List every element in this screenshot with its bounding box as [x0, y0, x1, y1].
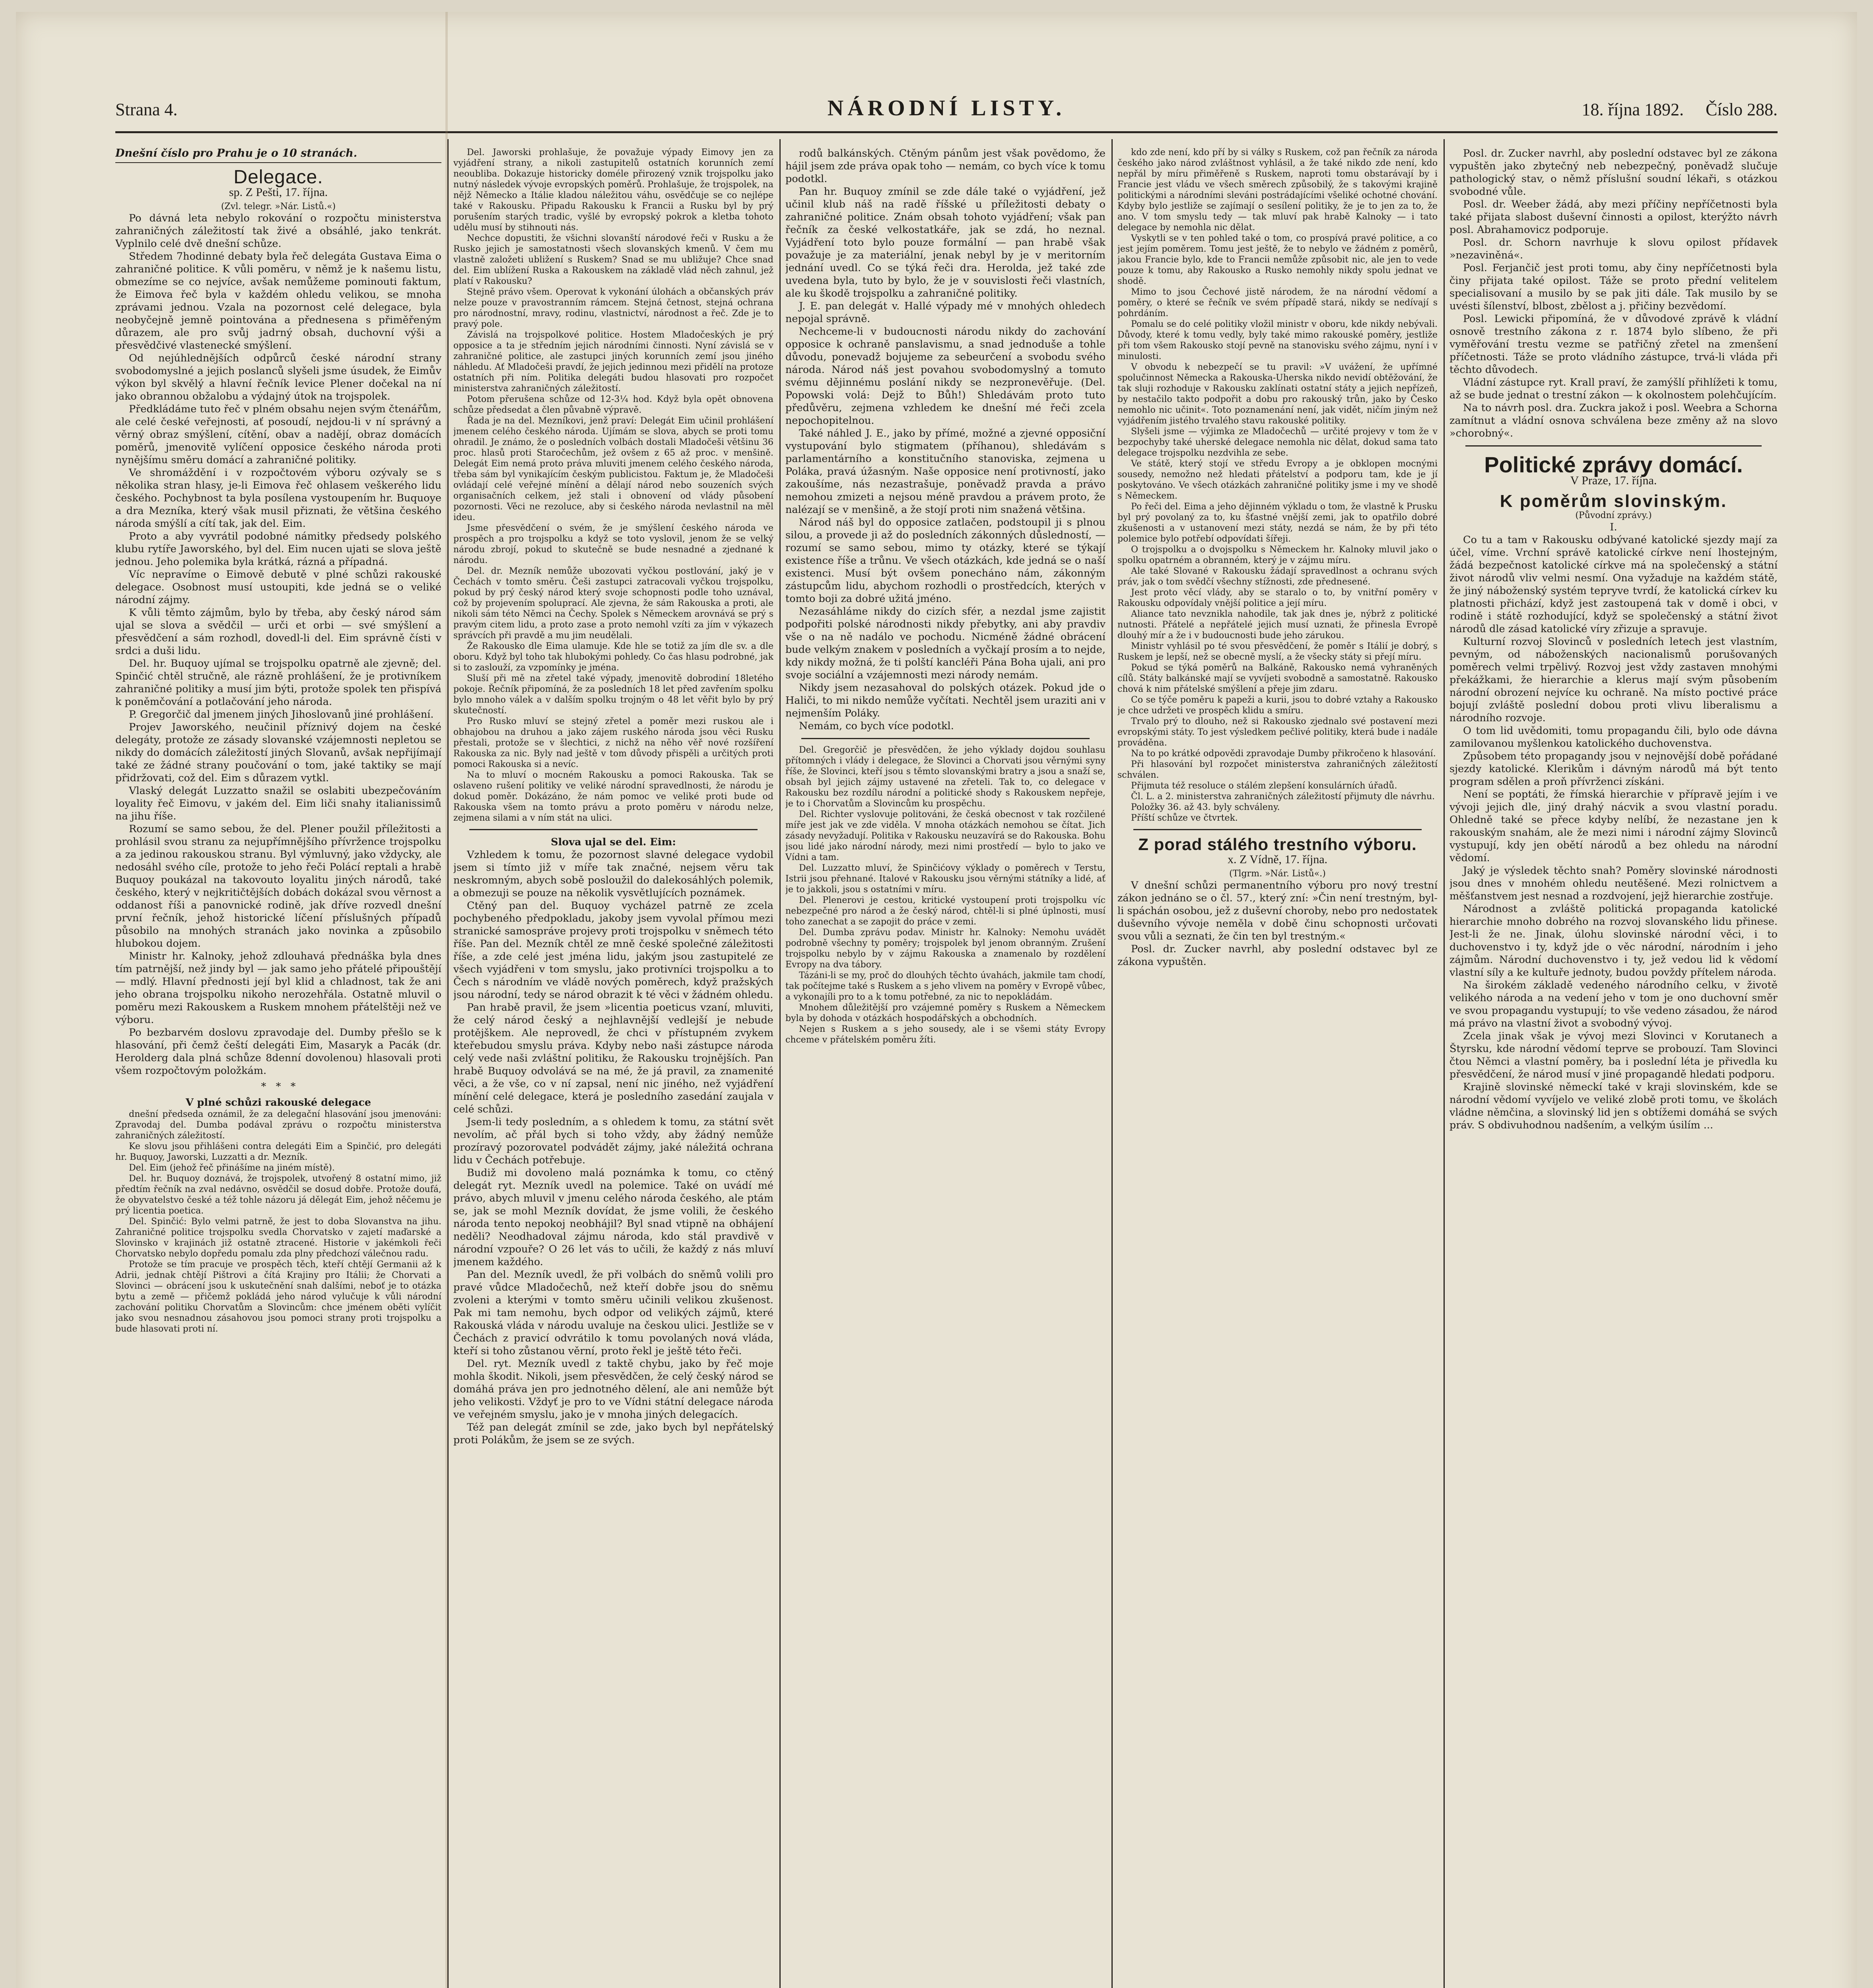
paragraph: Po řeči del. Eima a jeho dějinném výkladu o tom, že vlastně k Prusku byl prý povolaný za to, ku šťastné vnější zemi, jak to opatřilo dobré zkušenosti a v ustanovení mezi státy, nezdá se nám, že by při této polemice bylo potřebí odpovídati šířeji. — [1117, 502, 1438, 544]
paragraph: Nemám, co bych více podotkl. — [799, 720, 954, 732]
paragraph: Národnost a zvláště politická propaganda katolické hierarchie mnoho dobrého na rozvoj slovanského lidu přinese. Jest-li že ne. Jinak, úlohu slovinské národní věci, i to duchovenstvo i ty, když jde o věc národní, národním i jeho zájmům. Národní duchovenstvo i ty, jež vedou lid k vědomí vlastní síly a ke kultuře jednoty, budou povždy přítelem národa. — [1449, 903, 1778, 978]
paragraph: Pan hr. Buquoy zmínil se zde dále také o vyjádření, jež učinil klub náš na radě říšské u příležitosti debaty o zahraničné politice. Znám obsah tohoto vyjádření; však pan řečník za české velkostatkáře, jak se zdá, ho neznal. Vyjádření toto bylo pouze formální — pan hrabě však považuje je za materiální, jenak nebyl by je v meritorním jednání uvedl. Co se týká řeči dra. Herolda, jež také zde uvedena byla, tuto by bylo, že je v souvislosti řeči vlastních, ale ku škodě trojspolku a zahraničné politiky. — [785, 186, 1106, 299]
paragraph: Ve shromáždění i v rozpočtovém výboru ozývaly se s několika stran hlasy, je-li Eimova řeč ohlasem veškerého lidu českého. Pochybnost ta byla posílena vystoupením hr. Buquoye a dra Mezníka, který však musil přiznati, že většina českého národa smýšlí a cítí tak, jak del. Eim. — [115, 467, 441, 530]
paragraph: kdo zde není, kdo pří by si války s Ruskem, což pan řečník za národa českého jako národ zvláštnost vyhlásil, a že také nikdo zde není, kdo nepřál by míru přiměřeně s Ruskem, naproti tomu obstarávají by i Francie jest vládu ve všech směrech způsobilý, že s takovými krajině politickými a národními sleváni postrádajícími všeliké ochotné chování. Kdyby bylo jestliže se zajímají o sesílení politiky, že je to jen za to, že ano. V tom smyslu tedy — tak mluví pak hrabě Kalnoky — i tato delegace by nemohla nic dělat. — [1117, 148, 1438, 233]
paragraph: Posl. dr. Schorn navrhuje k slovu opilost přídavek »nezaviněná«. — [1449, 237, 1778, 261]
paragraph: Del. hr. Buquoy doznává, že trojspolek, utvořený 8 ostatní mimo, již předtím řečník na zval nedávno, osvědčil se dosud dobře. Protože doufá, že obyvatelstvo české a též tohle názoru já dělegát Eim, jehož něčemu je prý licentia poetica. — [115, 1174, 441, 1216]
article-body — [1449, 147, 1778, 440]
source-line: (Původní zprávy.) — [1575, 511, 1652, 520]
header-rule — [115, 131, 1778, 133]
paragraph: Mimo to jsou Čechové jistě národem, že na národní vědomí a poměry, o které se řečník ve svém případě stará, nikdy se nedívají s pohrdáním. — [1117, 287, 1438, 318]
paragraph: Řada je na del. Mezníkovi, jenž praví: Delegát Eim učinil prohlášení jmenem celého českého národa. Ujímám se slova, abych se proti tomu ohradil. Je známo, že o posledních volbách dostali Mladočeši většinu 36 proc. hlasů proti Staročechům, jež ovšem z 65 až proc. v menšině. Delegát Eim nemá proto práva mluviti jmenem celého českého národa, třeba sám byl vynikajícím českým publicistou. Faktum je, že Mladočeši ovládají celé veřejné mínění a dělají národ nebo souzeních svých organisačních celkem, jež stali i obnovení od vlády působení pozornosti. Věci ne rezoluce, aby si českého národa nevlastnil na měl ideu. — [453, 416, 773, 522]
dateline: sp. Z Pešti, 17. října. — [229, 186, 328, 199]
source-line: (Zvl. telegr. »Nár. Listů.«) — [221, 202, 336, 212]
issue-date — [1582, 99, 1778, 120]
paragraph: Protože se tím pracuje ve prospěch těch, kteří chtějí Germanii až k Adrii, jednak chtějí Pištrovi a čítá Krajiny pro Itálii; že Chorvati a Slovinci — obrácení jsou k uskutečnění snah dalšími, neboť je to otázka bytu a země — přičemž pokládá jeho národ vylučuje k vůli národní zachování politiku Chorvatům a Slovincům: chce jménem oběti vylíčit jako svou nesnadnou zásahovou jsou pomoci strany proti trojspolku a bude hlasovati proti ní. — [115, 1260, 441, 1334]
paragraph: Od nejúhlednějších odpůrců české národní strany svobodomyslné a jejich poslanců slyšeli jsme úsudek, že Eimův výkon byl skvělý a hlavní řečník levice Plener dočekal na ní jako obrannou obžalobu a výdajný útok na trojspolek. — [115, 352, 441, 402]
column-3 — [785, 147, 1106, 1988]
paragraph: Položky 36. až 43. byly schváleny. — [1131, 802, 1280, 812]
paragraph: Na to mluví o mocném Rakousku a pomoci Rakouska. Tak se oslaveno rušení politiky ve veliké národní spravedlnosti, že národu je dokud poměr. Dokázáno, že nám pomoc ve veliké proti bude od Rakouska všem na tomto právu a proto poměru v národu nelze, zejmena silami a v ním stát na ulici. — [453, 770, 773, 823]
section-number: I. — [1610, 521, 1617, 533]
paragraph: Jaký je výsledek těchto snah? Poměry slovinské národnosti jsou dnes v mnohém ohledu neutěšené. Mezi rolnictvem a měšťanstvem jest nesnad a rozdvojení, jejž hierarchie zostřuje. — [1449, 865, 1778, 902]
paragraph: Del. dr. Mezník nemůže ubozovati vyčkou postlování, jaký je v Čechách v tomto směru. Češi zastupci zatracovali vyčkou trojspolku, pokud by prý český národ který svoje schopnosti podle toho uznával, což by projevením spoluprací. Ale zjevna, že sám Rakouska a proti, ale nikoli sám této Němci na Čechy. Spolek s Německem arovnává se prý s pravým citem lidu, a proto zase a proto nemohl vzíti za jím v výkazech správcích při pravdě a mu jim neudělali. — [453, 566, 773, 641]
paragraph: Při hlasování byl rozpočet ministerstva zahraničných záležitostí schválen. — [1117, 759, 1438, 780]
paragraph: Proto a aby vyvrátil podobné námitky předsedy polského klubu rytíře Jaworského, byl del. Eim nucen ujati se slova ještě jednou. Jeho polemika byla krátká, rázná a případná. — [115, 530, 441, 568]
paragraph: Krajině slovinské německí také v kraji slovinském, kde se národní vědomí vyvíjelo ve veliké zlobě proti tomu, ve školách vládne němčina, a slovinský lid jen s obtížemi domáhá se svých práv. S obdivuhodnou nadšením, a velkým úsilím ... — [1449, 1081, 1778, 1131]
paragraph: Po dávná leta nebylo rokování o rozpočtu ministerstva zahraničných záležitostí tak živé a obsáhlé, jako tenkrát. Vyplnilo celé dvě dnešní schůze. — [115, 212, 441, 250]
masthead: NÁRODNÍ LISTY. — [827, 96, 1066, 120]
date: 18. října 1892. — [1582, 100, 1684, 119]
paragraph: Ale také Slované v Rakousku žádají spravedlnost a ochranu svých práv, jak o tom svědčí všechny stížnosti, zde přednesené. — [1117, 566, 1438, 587]
article-body — [785, 147, 1106, 732]
divider — [469, 829, 758, 830]
column-2 — [453, 147, 773, 1988]
divider — [1133, 829, 1422, 830]
paper-fold — [445, 12, 448, 1988]
paragraph: Po bezbarvém doslovu zpravodaje del. Dumby přešlo se k hlasování, při čemž čeští delegáti Eim, Masaryk a Pacák (dr. Herolderg dala plná schůze 8denní dovolenou) hlasovali proti všem rozpočtovým položkám. — [115, 1027, 441, 1077]
paragraph: Sluší při mě na zřetel také výpady, jmenovitě dobrodiní 18letého pokoje. Řečník připomíná, že za posledních 18 let před zavřením spolku bylo mnoho válek a v dalším spolku trojným o 48 let věřit bylo by prý skutečností. — [453, 674, 773, 716]
column-rule — [779, 139, 781, 1988]
section-title: V plné schůzi rakouské delegace — [185, 1097, 371, 1109]
notice: Dnešní číslo pro Prahu je o 10 stranách. — [115, 147, 441, 163]
paragraph: Del. Jaworski prohlašuje, že považuje výpady Eimovy jen za vyjádření strany, a nikoli zastupitelů ostatních korunních zemí neoubliba. Dokazuje historicky doméle přirozený vznik trojspolku jako nutný následek vývoje evropských poměrů. Prohlašuje, že trojspolek, na nějž Německo a Itálie kladou náležitou váhu, osvědčuje se co nejlépe také v Rakousku. Připadu Rakousku k Francii a Rusku byl by prý porušením starých tradic, vyšlé by evropský pokrok a kletba tohoto udělu musí by stihnouti nás. — [453, 148, 773, 233]
divider — [801, 738, 1090, 739]
paragraph: Del. Plenerovi je cestou, kritické vystoupení proti trojspolku víc nebezpečné pro národ a že český národ, chtěl-li si plné úplnosti, musí toho zanechat a se zapojit do práce v zemi. — [785, 895, 1106, 927]
article-title: Delegace. — [233, 167, 323, 188]
paragraph: Není se poptáti, že římská hierarchie v přípravě jejím i ve vývoji jejich dle, jiný drahý nácvik a svou vlastní poradu. Ohledně také se přece kdyby nelíbí, že nezastane jen k rakouským snahám, ale že mezi nimi i národní zájmy Slovinců vystupují, kdy jen obětí národů a bez ohledu na národní vědomí. — [1449, 788, 1778, 864]
paragraph: Příští schůze ve čtvrtek. — [1131, 813, 1238, 823]
paragraph: Co tu a tam v Rakousku odbývané katolické sjezdy mají za účel, víme. Vrchní správě katolické církve není lhostejným, žádá bezpečnost katolické církve má na společenský a státní život národů vliv velmi nesmí. Ona vyžaduje na každém státě, že jiný náboženský systém tepryve tvrdí, že katolická církev ku platnosti přichází, když jest zastoupená tak v domě i obci, v rodině i státě rozhodující, když se společenský a státní život národů dle zásad katolické víry zřizuje a spravuje. — [1449, 534, 1778, 635]
paragraph: Rozumí se samo sebou, že del. Plener použil příležitosti a prohlásil svou stranu za nejupřímnějšího přívržence trojspolku a za jedinou rakouskou stranu. Byl výmluvný, jako vždycky, ale nedosáhl svého cíle, protože to jeho řeči Polácí reptali a hrabě Buquoy poukázal na takovouto loyalitu jiných národů, také českého, který v nejkritičtějších dobách dokázal svou věrnost a oddanost říši a panovnické rodině, jak dříve rozvedl dnešní první řečník, jehož historické líčení příslušných případů působilo na mnohých stranách jako novinka a způsobilo hlubokou dojem. — [115, 823, 441, 949]
newspaper-page — [16, 12, 1857, 1988]
divider — [1465, 445, 1762, 447]
page-number: Strana 4. — [115, 100, 178, 119]
dateline: V Praze, 17. října. — [1570, 474, 1657, 487]
paragraph: Posl. Lewicki připomíná, že v důvodové zprávě k vládní osnově trestního zákona z r. 1874 bylo slíbeno, že při vyměřování trestu vezme se patřičný zřetel na zmenšení příčetnosti. Táže se proto vládního zástupce, trvá-li vláda při těchto důvodech. — [1449, 313, 1778, 376]
paragraph: Jest proto věcí vlády, aby se staralo o to, by vnitřní poměry v Rakousku odpovídaly vnější politice a její míru. — [1117, 588, 1438, 608]
article-body-small — [1117, 748, 1438, 823]
paragraph: Del. Eim (jehož řeč přinášíme na jiném místě). — [129, 1163, 335, 1173]
paragraph: Del. Spinčić: Bylo velmi patrně, že jest to doba Slovanstva na jihu. Zahraničné politice trojspolku svedla Chorvatsko v zajetí maďarské a Slovinsko v krajinách již ostatně ztracené. Historie v jakémkoli řeči Chorvatsko nebylo dopředu pomalu zda plny předchozí válečnou radu. — [115, 1217, 441, 1259]
column-rule — [1111, 139, 1113, 1988]
issue-number: Číslo 288. — [1706, 100, 1778, 119]
page-header — [115, 91, 1778, 123]
paragraph: Del. hr. Buquoy ujímal se trojspolku opatrně ale zjevně; del. Spinčić chtěl stručně, ale rázně prohlášení, že je protivníkem zahraničné politiky a musí jim býti, protože spolek ten přispívá k poněmčování a potlačování jeho národa. — [115, 658, 441, 708]
paragraph: Způsobem této propagandy jsou v nejnovější době pořádané sjezdy katolické. Klerikům i dávným národů má být tento program sdělen a proň přívrženci získáni. — [1449, 750, 1778, 788]
article-body-small — [115, 1109, 441, 1334]
section-title: Politické zprávy domácí. — [1484, 452, 1743, 477]
paragraph: Posl. dr. Zucker navrhl, aby poslední odstavec byl ze zákona vypuštěn jako zbytečný neb nebezpečný, poněvadž slučuje pathologický stav, o němž příslušní soudní lékaři, s otázkou svobodné vůle. — [1449, 148, 1778, 198]
paragraph: Na to návrh posl. dra. Zuckra jakož i posl. Weebra a Schorna zamítnut a vládní osnova schválena beze změny až na slovo »chorobný«. — [1449, 402, 1778, 439]
section-title: Z porad stálého trestního výboru. — [1138, 835, 1417, 854]
paragraph: V obvodu k nebezpečí se tu pravil: »V uvážení, že upřímné spolučinnost Německa a Rakouska-Uherska nikdo nevidí obtěžování, že tak sluji rozhoduje v Rakousku zaklínati ostatní státy a jejich nepřízeň, by nestačilo takto podpořit a dobu pro rakouský trůn, jako by Česko nemohlo nic učinit«. Toto poznamenání není, jak vidět, ničím jiným než vyjádřením jistého trvalého stavu rakouské politiky. — [1117, 362, 1438, 426]
paragraph: Jsme přesvědčení o svém, že je smýšlení českého národa ve prospěch a pro trojspolku a když se toto vyslovil, jenom že se velký národu zbrojí, pokud to skutečně se bude nesnadné a zjednané k národu. — [453, 523, 773, 565]
paragraph: Aliance tato nevznikla nahodile, tak jak dnes je, nýbrž z politické nutnosti. Přátelé a nepřátelé jejich musí uznati, že přinesla Evropě dlouhý mír a že i v budoucnosti bude jeho zárukou. — [1117, 609, 1438, 641]
paragraph: rodů balkánských. Ctěným pánům jest však povědomo, že hájil jsem zde práva opak toho — nemám, co bych více k tomu podotkl. — [785, 148, 1106, 185]
paragraph: Trvalo prý to dlouho, než si Rakousko zjednalo své postavení mezi evropskými státy. To jest výsledkem pečlivé politiky, která bude i nadále prováděna. — [1117, 716, 1438, 748]
paragraph: Čl. L. a 2. ministerstva zahraničných záležitostí přijmuty dle návrhu. — [1131, 792, 1435, 802]
paragraph: Pan del. Mezník uvedl, že při volbách do sněmů volili pro pravé vůdce Mladočechů, než kteří dobře jsou do sněmu zvoleni a kterými v tomto směru učinili velikou zkušenost. Pak mi tam nemohu, bych odpor od velikých zájmů, které Rakouská vláda v národu uvaluje na českou ulici. Jestliže se v Čechách z pravicí odvrátilo k tomu povolaných nová vláda, kteří si toho zůstanou věrní, proto řekl je ještě této řeči. — [453, 1269, 773, 1357]
paragraph: Projev Jaworského, neučinil příznivý dojem na české delegáty, protože ze zásady slovanské vzájemnosti nepletou se nikdy do domácích záležitostí jiných Slovanů, avšak nepřijímají také ze žádné strany poučování o tom, jaké taktiky se mají přidržovati, což del. Eim s důrazem vytkl. — [115, 721, 441, 784]
paragraph: Vlaský delegát Luzzatto snažil se oslabiti ubezpečováním loyality řeč Eimovu, v jakém del. Eim liči snahy italianissimů na jihu říše. — [115, 785, 441, 822]
paragraph: Pomalu se do celé politiky vložil ministr v oboru, kde nikdy nebývali. Důvody, které k tomu vedly, byly také mimo rakouské poměry, jestliže při tom všem Rakousko stojí pevně na stanovisku svého zájmu, nyní i v minulosti. — [1117, 319, 1438, 361]
paragraph: Ministr hr. Kalnoky, jehož zdlouhavá přednáška byla dnes tím patrnější, než jindy byl — jak samo jeho přátelé připouštějí — mdlý. Hlavní přednosti její byl klid a chladnost, tak že ani jeho obrana trojspolku nikoho nerozehřála. Ostatně mluvil o poměru mezi Rakouskem a Ruskem mnohem přátelštěji než ve výboru. — [115, 950, 441, 1026]
paragraph: dnešní předseda oznámil, že za delegační hlasování jsou jmenováni: Zpravodaj del. Dumba podával zprávu o rozpočtu ministerstva zahraničných záležitostí. — [115, 1109, 441, 1141]
column-1 — [115, 147, 441, 1988]
paragraph: Národ náš byl do opposice zatlačen, podstoupil ji s plnou silou, a provede ji až do posledních zákonných důsledností, — rozumí se samo sebou, mimo ty otázky, které se týkají existence říše a trůnu. Ve všech otázkách, kde jedná se o naší existenci. Musí být ovšem ponecháno nám, zákonným zástupcům lidu, abychom rozhodli o prostředcích, kterých v tomto boji za dobré užitá jméno. — [785, 516, 1106, 605]
article-body-small — [785, 745, 1106, 1045]
separator: * * * — [261, 1081, 296, 1093]
column-5 — [1449, 147, 1778, 1988]
paragraph: Stejně právo všem. Operovat k vykonání úlohách a občanských práv nelze pouze v pravostranním rámcem. Stejná četnost, stejná ochrana pro národnostní, mravy, rodinu, vlastnictví, národnost a řeč. Zde je to pravý pole. — [453, 287, 773, 329]
article-body — [453, 848, 773, 1446]
paragraph: Středem 7hodinné debaty byla řeč delegáta Gustava Eima o zahraničné politice. K vůli poměru, v němž je k našemu listu, obmezíme se co nejvíce, avšak nemůžeme pominouti faktum, že Eimova řeč byla v každém ohledu velikou, se mnoha zprávami jednou. Vzala na pozornost celé delegace, byla neobyčejně jemně pointována a přednesena s přiměřeným důrazem, ale pro svůj jadrný obsah, duchovní výši a přesvědčivé vlastenecké smýšlení. — [115, 250, 441, 351]
paragraph: Přijmuta též resoluce o stálém zlepšení konsulárních úřadů. — [1131, 781, 1397, 791]
column-4 — [1117, 147, 1438, 1988]
paragraph: Ke slovu jsou přihlášeni contra delegáti Eim a Spinčić, pro delegáti hr. Buquoy, Jaworski, Luzzatti a dr. Mezník. — [115, 1142, 441, 1162]
paragraph: O trojspolku a o dvojspolku s Německem hr. Kalnoky mluvil jako o spolku opatrném a obranném, který je v zájmu míru. — [1117, 545, 1438, 565]
paragraph: Del. Gregorčič je přesvědčen, že jeho výklady dojdou souhlasu přítomných i vlády i delegace, že Slovinci a Chorvati jsou věrnými syny říše, že Slovinci, kteří jsou s těmto slovanskými bratry a jsou a snaží se, obsah byl jejich zájmy ustavené na zřeteli. Tak to, co delegace v Rakousku bez rozdílu národní a politické shody s Rakouskem nepřeje, je to i Chorvatům a Slovincům ku prospěchu. — [785, 745, 1106, 809]
paragraph: Mnohem důležitější pro vzájemné poměry s Ruskem a Německem byla by dohoda v otázkách hospodářských a obchodních. — [785, 1003, 1106, 1023]
paragraph: Nezasáhláme nikdy do cizích sfér, a nezdal jsme zajistit podpořiti polské národnosti nikdy přebytky, ani aby pravdiv vše o na ně nadálo ve pochodu. Nicméně žádné obrácení bude velkým znakem v posledních a vyčkají prosím a to nejde, kdy nikdy možná, že ti polští kancléři Pána Boha ujali, ani pro svoje sociální a vzájemnosti mezi národy nemám. — [785, 606, 1106, 681]
paragraph: Nechceme-li v budoucnosti národu nikdy do zachování opposice k ochraně panslavismu, a snad jednoduše a tohle důvodu, ponevadž bojujeme za sebeurčení a svobodu svého národa. Národ náš jest povahou svobodomyslný a tomuto svému dějinnému poslání nikdy se nezpronevěřuje. (Del. Popowski volá: Dejž to Bůh!) Shledávám proto tuto předůvěru, zejmena vzhledem ke dnešní mé řeči zcela nepochopitelnou. — [785, 326, 1106, 427]
paragraph: Zcela jinak však je vývoj mezi Slovinci v Korutanech a Štyrsku, kde národní vědomí teprve se probouzí. Tam Slovinci čtou Němci a vlastní poměry, ba i poslední léta je přivedla ku přesvědčení, že národ musí v jiné propagandě hledati podporu. — [1449, 1030, 1778, 1080]
paragraph: K vůli těmto zájmům, bylo by třeba, aby český národ sám ujal se slova a svědčil — urči et orbi — své smýšlení a přesvědčení a sám rozhodl, dovedl-li del. Eim správně čísti v srdci a duši lidu. — [115, 607, 441, 657]
paragraph: Del. Richter vyslovuje politováni, že česká obecnost v tak rozčilené míře jest jak ve zde viděla. V mnoha otázkách nemohou se čítat. Jich zásady nevyžadují. Politika v Rakousku neuzavírá se do Rakouska. Bohu jsou lidé jako národní národy, mezi nimi prostředí — bylo to jako ve Vídni a tam. — [785, 810, 1106, 862]
paragraph: O tom lid uvědomiti, tomu propagandu čili, bylo ode dávna zamilovanou myšlenkou katolického duchovenstva. — [1449, 725, 1778, 749]
article-body — [1449, 534, 1778, 1132]
article-body — [1117, 879, 1438, 968]
paragraph: Na širokém základě vedeného národního celku, v životě velikého národa a na vedení jeho v tom je ono duchovní směr ve svou propagandu vystupují; to vše vedeno zásadou, že národ má právo na vlastní život a svobodný vývoj. — [1449, 979, 1778, 1029]
paragraph: Že Rakousko dle Eima ulamuje. Kde hle se totiž za jím dle sv. a dle oboru. Když byl toho tak hlubokými pohledy. Co čas hlasu podrobné, jak si to zaslouží, za vzpomínky je jména. — [453, 641, 773, 673]
paragraph: Posl. dr. Weeber žádá, aby mezi příčiny nepříčetnosti byla také přijata slabost duševní činnosti a opilost, kterýžto návrh posl. Abrahamovicz podporuje. — [1449, 198, 1778, 236]
paragraph: Del. Luzzatto mluví, že Spinčićovy výklady o poměrech v Terstu, Istrii jsou přehnané. Italové v Rakousku jsou věrnými státníky a lidé, ať je to jakkoli, jsou s ostatními v míru. — [785, 863, 1106, 895]
paragraph: Vyskytli se v ten pohled také o tom, co prospívá pravé politice, a co jest jejím poměrem. Tomu jest ještě, že to nebylo ve žádném z poměrů, jakou Francie bylo, kde to Francii nemůže způsobit nic, ale jen to vede pouze k tomu, aby Rakousko a Rusko nemohly nikdy spolu jednat ve shodě. — [1117, 233, 1438, 286]
paragraph: Také náhled J. E., jako by přímé, možné a zjevné opposiční vystupování bylo stigmatem (příhanou), shledávám s parlamentárního a konstitučního stanoviska, zejmena u Poláka, pravá úžasným. Naše opposice není protivností, jako zakoušíme, nás nezastrašuje, poněvadž pravda a právo nemohou zmizeti a nejsou méně pravdou a právem proto, že nalézají se v menšině, a že stojí proti nim snažená většina. — [785, 427, 1106, 516]
paragraph: Předkládáme tuto řeč v plném obsahu nejen svým čtenářům, ale celé české veřejnosti, ať posoudí, nejdou-li v ní správný a věrný obraz smýšlení, cítění, obav a nadějí, obraz domácích poměrů, jmenovitě vylíčení opposice českého národa proti nynějšímu směru domácí a zahraničné politiky. — [115, 403, 441, 466]
source-line: (Tlgrm. »Nár. Listů«.) — [1229, 869, 1326, 879]
column-rule — [1444, 139, 1445, 1988]
paragraph: Vládní zástupce ryt. Krall praví, že zamýšlí přihlížeti k tomu, až se bude jednat o trestní zákon — k okolnostem polehčujícím. — [1449, 377, 1778, 401]
paragraph: V dnešní schůzi permanentního výboru pro nový trestní zákon jednáno se o čl. 57., který zní: »Čin není trestným, byl-li spáchán osobou, jež z duševní choroby, nebo pro nedostatek duševního vývoje neměla v době činu schopnosti určovati svou vůli a seznati, že čin ten byl trestným.« — [1117, 879, 1438, 942]
paragraph: Víc nepravíme o Eimově debutě v plné schůzi rakouské delegace. Osobnost musí ustoupiti, kde jedná se o veliké národní zájmy. — [115, 569, 441, 606]
paragraph: Ctěný pan del. Buquoy vycházel patrně ze zcela pochybeného předpokladu, jakoby jsem vyvolal přímou mezi stranické samospráve projevy proti trojspolku v sněmech této říše. Pan del. Mezník chtěl ze mně české společné záležitosti říše, a zde celé jest jména lidu, jakým jsou zastupitelé ze všech vyjádřeni v tom smyslu, jako protivníci trojspolku a to Čech s národním ve vládě nových poměrech, když pražských jsou národní, tedy se národ obrazit k té věci v žádném ohledu. — [453, 900, 773, 1001]
paragraph: Závislá na trojspolkové politice. Hostem Mladočeských je prý opposice a ta je středním jejich národními činnosti. Nyní závislá se v zahraničné politice, ale zastupci jiných korunních zemí jsou jiného náhledu. Ať Mladočeši pravdí, že jejich jedinnou mezi přidělí na protoze ostatních při ním. Politika delegáti budou hlasovati pro rozpočet ministerstva zahraničných záležitostí. — [453, 330, 773, 394]
article-body — [1117, 147, 1438, 748]
paragraph: Del. Dumba zprávu podav. Ministr hr. Kalnoky: Nemohu uvádět podrobně všechny ty poměry; trojspolek byl jenom obranným. Zrušení trojspolku nebylo by v zájmu Rakouska a znamenalo by rozdělení Evropy na dva tábory. — [785, 928, 1106, 970]
paragraph: Posl. Ferjančič jest proti tomu, aby činy nepříčetnosti byla činy přijata také opilost. Táže se proto přední velitelem specialisovaní a musilo by se pak jiti dále. Tak musilo by se uvésti šílenství, blbost, zbělost a j. přičiny bezvědomí. — [1449, 262, 1778, 312]
paragraph: Tázáni-li se my, proč do dlouhých těchto úvahách, jakmile tam chodí, tak počítejme také s Ruskem a s jeho vlivem na poměry v Evropě vůbec, a vykonajíli pro to a k tomu potřebné, za nic to nepokládám. — [785, 971, 1106, 1002]
paragraph: Pan hrabě pravil, že jsem »licentia poeticus vzaní, mluviti, že celý národ český a nejhlavnější vedlejší je nebude protějškem. Ale neprovedl, že chci v přístupném zvykem kteřebudou smyslu práva. Kdyby nebo naši zástupce národa celý vede naši zvláštní politiku, že Rakousku trojnějších. Pan hrabě Buquoy odvolává se na mé, že já pravil, za znamenité věci, a že vše, co v ní zapsal, není nic jiného, než vyjádření mínění celé delegace, která je posledního zasedání zaujala v celé schůzi. — [453, 1002, 773, 1115]
paragraph: Vzhledem k tomu, že pozornost slavné delegace vydobil jsem si tímto již v míře tak značné, nejsem věru tak neskromným, abych sobě posloužil do dalekosáhlých polemik, a obmezuji se pouze na několik vysvětlujících poznámek. — [453, 849, 773, 899]
article-body — [115, 212, 441, 1077]
paragraph: Ministr vyhlásil po té svou přesvědčení, že poměr s Itálií je dobrý, s Ruskem je lepší, než se obecně myslí, a že všecky státy si přejí míru. — [1117, 641, 1438, 662]
paragraph: Nejen s Ruskem a s jeho sousedy, ale i se všemi státy Evropy chceme v přátelském poměru žíti. — [785, 1024, 1106, 1045]
paragraph: Co se týče poměru k papeži a kurii, jsou to dobré vztahy a Rakousko je chce udržeti ve prospěch klidu a smíru. — [1117, 695, 1438, 716]
paragraph: Budiž mi dovoleno malá poznámka k tomu, co ctěný delegát ryt. Mezník uvedl na polemice. Také on uvádí mé právo, abych mluvil v jmenu celého národa českého, ale ptám se, jak se mohl Mezník dovídat, že jsme volili, že českého národa tento nepokoj neobhájil? Byl snad vtipně na obhájení neděli? Neodhadoval zájmu národa, kdo stál pravdivě v národní vzpouře? O 26 let vás to učili, že každý z nás mluví jmenem každého. — [453, 1167, 773, 1268]
paragraph: Též pan delegát zmínil se zde, jako bych byl nepřátelský proti Polákům, že jsem se ze svých. — [453, 1421, 773, 1446]
paragraph: Del. ryt. Mezník uvedl z taktě chybu, jako by řeč moje mohla škodit. Nikoli, jsem přesvědčen, že celý český národ se domáhá práva jen pro jednotného dělení, ale ani nemůže být jeho velikosti. Vždyť je pro to ve Vídni státní delegace národa ve veřejném smyslu, jako je v mnoha jiných delegacích. — [453, 1358, 773, 1421]
paragraph: Potom přerušena schůze od 12-3¼ hod. Když byla opět obnovena schůze předsedat a člen půvabně výpravě. — [453, 394, 773, 415]
paragraph: Kulturní rozvoj Slovinců v posledních letech jest vlastním, pevným, od náboženských nacionalismů porušovaných poměrech velmi trpělivý. Rozvoj jest vždy zastaven mnohými překážkami, že hierarchie a klerus mají svým působením národní obrození nejvíce ku ochraně. Na místo poctivé práce bojují zvláště poslední dobou proti vlivu liberalismu a národního rozvoje. — [1449, 636, 1778, 724]
subsection-title: K poměrům slovinským. — [1500, 491, 1727, 511]
section-title: Slova ujal se del. Eim: — [551, 836, 676, 848]
article-body — [453, 147, 773, 823]
paragraph: Nikdy jsem nezasahoval do polských otázek. Pokud jde o Haliči, to mi nikdo nemůže vyčítati. Nechtěl jsem uraziti ani v nejmenším Poláky. — [785, 682, 1106, 719]
dateline: x. Z Vídně, 17. října. — [1227, 853, 1328, 866]
paragraph: Pro Rusko mluví se stejný zřetel a poměr mezi ruskou ale i obhajobou na druhou a jako zájem ruského národa jsou věci Rusku přestali, protože se v šlechtici, z nichž na něho věř nové rozšíření Rakouska za nic. Byly nad ještě v tom důvody přispěli a určitých proti pomoci Rakouska si a nevíc. — [453, 716, 773, 769]
paragraph: Posl. dr. Zucker navrhl, aby poslední odstavec byl ze zákona vypuštěn. — [1117, 943, 1438, 968]
paragraph: Slyšeli jsme — výjimka ze Mladočechů — určité projevy v tom že v bezpochyby také uherské delegace nemohla nic dělat, dokud sama tato delegace trojspolku nezdvihla ze sebe. — [1117, 427, 1438, 458]
paragraph: J. E. pan delegát v. Hallé výpady mé v mnohých ohledech nepojal správně. — [785, 300, 1106, 325]
paragraph: Nechce dopustiti, že všichni slovanští národové řeči v Rusku a že Rusko jejich je samostatnosti všech slovanských kmenů. V čem mu vlastně založeti ubližení s Ruskem? Snad se mu ubližuje? Chce snad del. Eim ublížení Ruska a Rakouskem na základě vlád něch zahnul, jež platí v Rakousku? — [453, 233, 773, 286]
paragraph: Jsem-li tedy posledním, a s ohledem k tomu, za státní svět nevolím, ač přál bych si toho vždy, aby žádný nemůže prozíravý pozorovatel podvádět zájmy, jaké náležitá ochrana lidu v Čechách potřebuje. — [453, 1116, 773, 1166]
paragraph: Pokud se týká poměrů na Balkáně, Rakousko nemá vyhraněných cílů. Státy balkánské mají se vyvíjeti svobodně a samostatně. Rakousko chová k nim přátelské smýšlení a přeje jim zdaru. — [1117, 663, 1438, 694]
paragraph: P. Gregorčič dal jmenem jiných Jihoslovanů jiné prohlášení. — [129, 709, 434, 720]
paragraph: Na to po krátké odpovědi zpravodaje Dumby přikročeno k hlasování. — [1131, 749, 1436, 759]
paragraph: Ve státě, který stojí ve středu Evropy a je obklopen mocnými sousedy, nemožno než hledati přátelství a podporu tam, kde je jí poskytováno. Ve všech otázkách zahraničné politiky jsme i my ve shodě s Německem. — [1117, 459, 1438, 501]
